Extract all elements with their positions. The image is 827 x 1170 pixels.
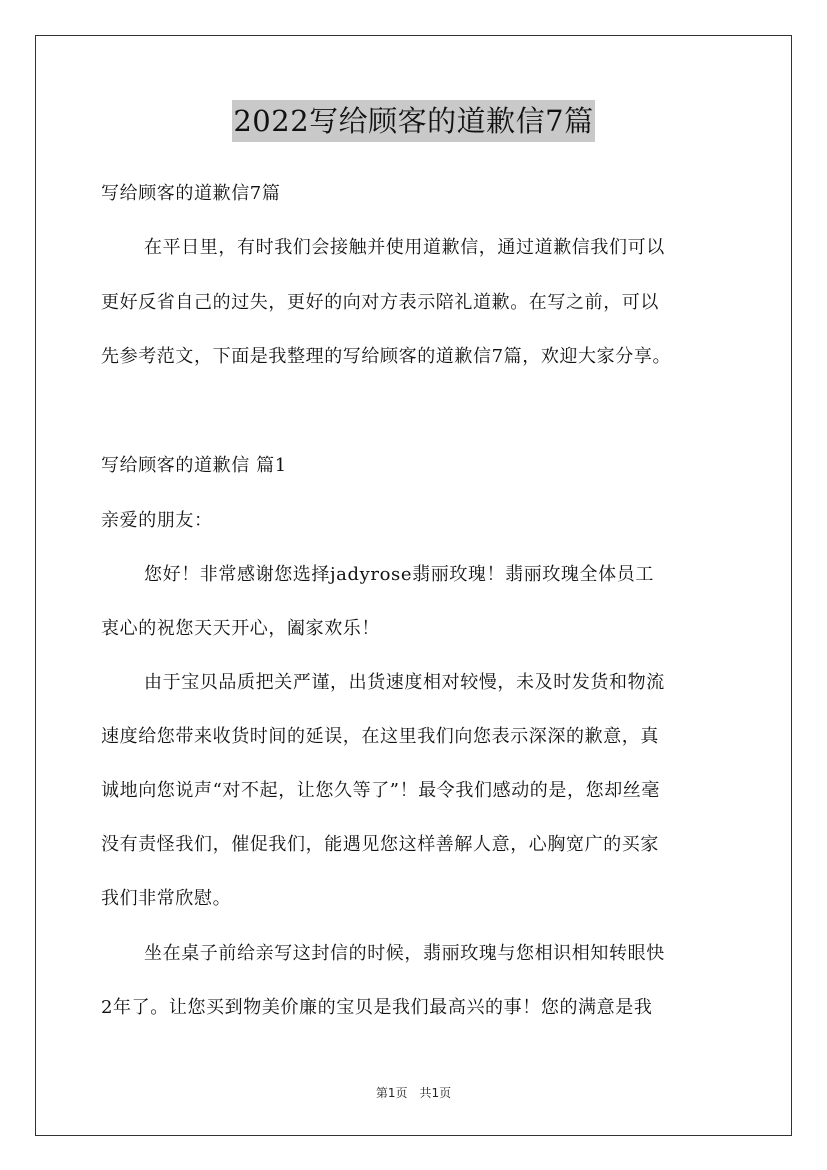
paragraph-line[interactable]: 在平日里，有时我们会接触并使用道歉信，通过道歉信我们可以 xyxy=(144,237,665,258)
paragraph-line[interactable]: 先参考范文，下面是我整理的写给顾客的道歉信7篇，欢迎大家分享。 xyxy=(101,346,672,367)
paragraph-line[interactable]: 坐在桌子前给亲写这封信的时候，翡丽玫瑰与您相识相知转眼快 xyxy=(144,943,665,964)
doc-subtitle[interactable]: 写给顾客的道歉信7篇 xyxy=(101,183,281,204)
section-heading[interactable]: 写给顾客的道歉信 篇1 xyxy=(101,455,287,476)
salutation[interactable]: 亲爱的朋友： xyxy=(101,510,213,531)
paragraph-line[interactable]: 衷心的祝您天天开心，阖家欢乐！ xyxy=(101,618,380,639)
title-container xyxy=(0,100,827,142)
paragraph-line[interactable]: 诚地向您说声“对不起，让您久等了”！最令我们感动的是，您却丝毫 xyxy=(101,780,661,801)
paragraph-line[interactable]: 2年了。让您买到物美价廉的宝贝是我们最高兴的事！您的满意是我 xyxy=(101,997,653,1018)
page-footer: 第1页 共1页 xyxy=(375,1086,452,1100)
paragraph-line[interactable]: 没有责怪我们，催促我们，能遇见您这样善解人意，心胸宽广的买家 xyxy=(101,834,659,855)
paragraph-line[interactable]: 我们非常欣慰。 xyxy=(101,888,232,909)
paragraph-line[interactable]: 由于宝贝品质把关严谨，出货速度相对较慢，未及时发货和物流 xyxy=(144,672,665,693)
paragraph-line[interactable]: 速度给您带来收货时间的延误，在这里我们向您表示深深的歉意，真 xyxy=(101,726,659,747)
paragraph-line[interactable]: 您好！非常感谢您选择jadyrose翡丽玫瑰！翡丽玫瑰全体员工 xyxy=(144,564,654,585)
paragraph-line[interactable]: 更好反省自己的过失，更好的向对方表示陪礼道歉。在写之前，可以 xyxy=(101,292,659,313)
document-title[interactable]: 2022写给顾客的道歉信7篇 xyxy=(232,100,594,142)
